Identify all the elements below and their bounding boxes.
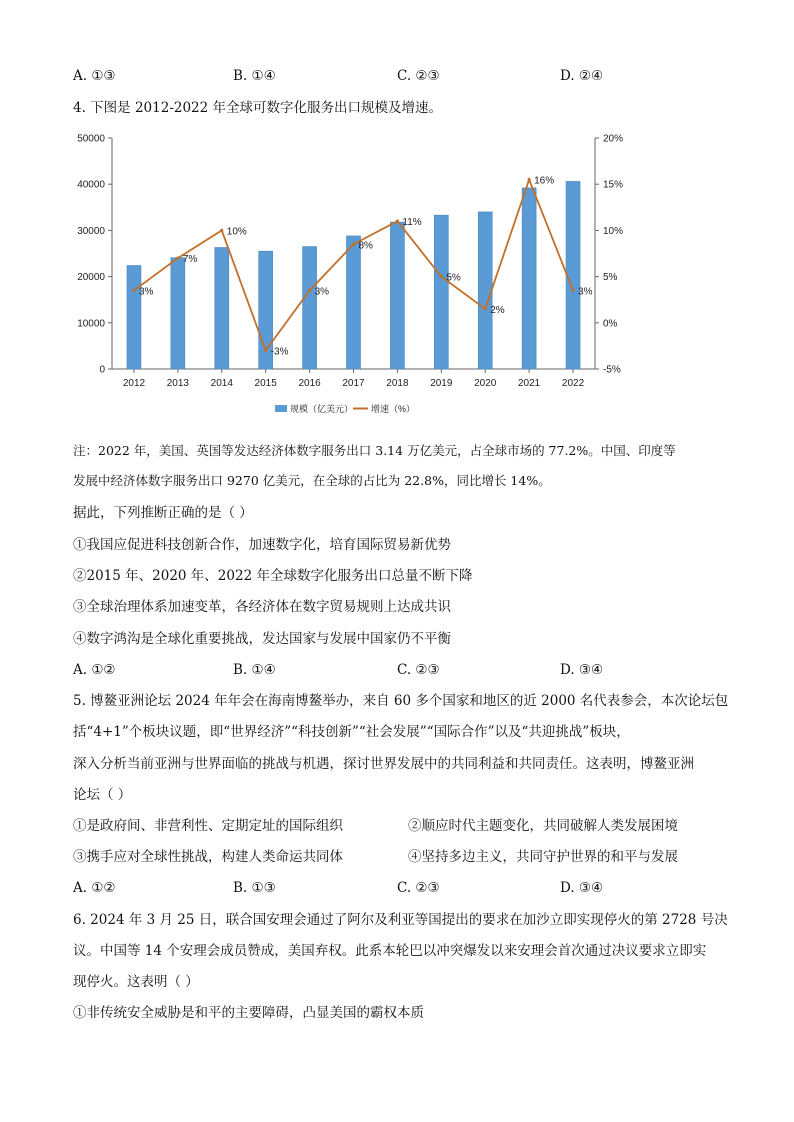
bar (215, 247, 229, 369)
legend-bar-swatch (275, 405, 287, 412)
growth-point (484, 307, 487, 310)
x-tick-label: 2014 (210, 378, 233, 389)
chart-legend (275, 403, 415, 414)
export-chart (70, 126, 640, 421)
x-tick-label: 2021 (518, 378, 541, 389)
q4-note-line-1: 注：2022 年，美国、英国等发达经济体数字服务出口 3.14 万亿美元，占全球市场的 77.2%。中国、印度等 (73, 443, 676, 458)
growth-data-label: 10% (226, 226, 247, 238)
q5-option-c[interactable]: C. ②③ (397, 880, 440, 896)
right-tick-label: 5% (603, 272, 618, 284)
growth-data-label: 7% (182, 254, 198, 266)
bar (303, 247, 317, 369)
left-tick-label: 30000 (77, 225, 105, 237)
q5-statement-3: ③携手应对全球性挑战，构建人类命运共同体 (73, 849, 343, 865)
bar (390, 222, 404, 369)
q5-statement-1: ①是政府间、非营利性、定期定址的国际组织 (73, 818, 343, 834)
growth-point (571, 289, 574, 292)
left-tick-label: 50000 (77, 133, 105, 145)
q6-stem-line-2: 议。中国等 14 个安理会成员赞成，美国弃权。此系本轮巴以冲突爆发以来安理会首次通过决议要求立即实 (73, 943, 707, 959)
chart-bars (127, 181, 580, 369)
q5-statement-4: ④坚持多边主义，共同守护世界的和平与发展 (408, 849, 678, 865)
bar (171, 258, 185, 369)
q3-option-a[interactable]: A. ①③ (73, 68, 116, 84)
left-tick-label: 40000 (77, 179, 105, 191)
growth-point (352, 243, 355, 246)
x-tick-label: 2012 (122, 378, 146, 389)
q6-stem-line-1: 6. 2024 年 3 月 25 日，联合国安理会通过了阿尔及利亚等国提出的要求在加沙立即实现停火的第 2728 号决 (73, 912, 728, 928)
x-tick-label: 2020 (474, 378, 497, 389)
x-tick-label: 2015 (254, 378, 277, 389)
growth-data-label: 3% (578, 286, 593, 298)
q4-stem: 4. 下图是 2012-2022 年全球可数字化服务出口规模及增速。 (73, 100, 443, 116)
growth-data-label: 11% (402, 217, 422, 229)
q4-statement-2: ②2015 年、2020 年、2022 年全球数字化服务出口总量不断下降 (73, 568, 473, 584)
q5-statement-2: ②顺应时代主题变化，共同破解人类发展困境 (408, 818, 678, 834)
q6-statement-1: ①非传统安全威胁是和平的主要障碍，凸显美国的霸权本质 (73, 1005, 424, 1021)
growth-data-label: 2% (490, 304, 505, 316)
q4-prompt: 据此，下列推断正确的是（ ） (73, 505, 253, 521)
growth-data-label: 3% (314, 286, 330, 298)
right-tick-label: 15% (603, 179, 624, 191)
q5-stem-line-3: 深入分析当前亚洲与世界面临的挑战与机遇，探讨世界发展中的共同利益和共同责任。这表明，博鳌亚洲 (73, 756, 694, 772)
q4-option-c[interactable]: C. ②③ (397, 662, 440, 678)
growth-point (308, 289, 311, 292)
q4-option-b[interactable]: B. ①④ (233, 662, 276, 678)
q5-stem-line-4: 论坛（ ） (73, 787, 132, 803)
growth-point (176, 257, 179, 260)
bar (478, 212, 492, 369)
growth-point (396, 220, 399, 223)
bar (434, 215, 448, 369)
x-tick-label: 2019 (430, 378, 453, 389)
q4-option-a[interactable]: A. ①② (73, 662, 116, 678)
right-tick-label: -5% (603, 364, 621, 376)
left-tick-label: 0 (99, 364, 105, 376)
growth-data-label: 16% (534, 175, 555, 187)
x-tick-label: 2016 (298, 378, 321, 389)
growth-point (264, 349, 267, 352)
q5-option-b[interactable]: B. ①③ (233, 880, 276, 896)
legend-line-label: 增速（%） (371, 404, 416, 414)
q4-statement-1: ①我国应促进科技创新合作，加速数字化，培育国际贸易新优势 (73, 537, 451, 553)
growth-point (528, 178, 531, 181)
bar (522, 188, 536, 369)
legend-bar-label: 规模（亿美元） (290, 404, 354, 414)
growth-point (132, 289, 135, 292)
x-tick-label: 2022 (561, 378, 585, 389)
growth-point (220, 229, 223, 232)
q4-statement-4: ④数字鸿沟是全球化重要挑战，发达国家与发展中国家仍不平衡 (73, 631, 451, 647)
q4-note-line-2: 发展中经济体数字服务出口 9270 亿美元，在全球的占比为 22.8%，同比增长 14%。 (73, 473, 551, 488)
growth-data-label: 5% (446, 272, 461, 284)
growth-data-label: -3% (270, 346, 289, 358)
x-tick-label: 2013 (166, 378, 189, 389)
growth-data-label: 3% (138, 286, 154, 298)
q5-stem-line-2: 括“4+1”个板块议题，即“世界经济”“科技创新”“社会发展”“国际合作”以及“共迎挑战”板块， (73, 724, 630, 740)
right-tick-label: 20% (603, 133, 624, 145)
q5-stem-line-1: 5. 博鳌亚洲论坛 2024 年年会在海南博鳌举办，来自 60 多个国家和地区的近 2000 名代表参会，本次论坛包 (73, 693, 729, 709)
x-tick-label: 2017 (342, 378, 365, 389)
x-tick-label: 2018 (386, 378, 409, 389)
bar (347, 236, 361, 369)
growth-point (440, 275, 443, 278)
q5-option-a[interactable]: A. ①② (73, 880, 116, 896)
q4-statement-3: ③全球治理体系加速变革，各经济体在数字贸易规则上达成共识 (73, 599, 451, 615)
bar (566, 181, 580, 369)
growth-data-label: 8% (358, 240, 373, 252)
left-tick-label: 10000 (77, 318, 105, 330)
q4-option-d[interactable]: D. ③④ (560, 662, 604, 678)
right-tick-label: 0% (603, 318, 618, 330)
right-tick-label: 10% (603, 225, 624, 237)
q3-option-d[interactable]: D. ②④ (560, 68, 604, 84)
q6-stem-line-3: 现停火。这表明（ ） (73, 974, 199, 990)
q3-option-c[interactable]: C. ②③ (397, 68, 440, 84)
q3-option-b[interactable]: B. ①④ (233, 68, 276, 84)
q5-option-d[interactable]: D. ③④ (560, 880, 604, 896)
bar (127, 266, 141, 369)
left-tick-label: 20000 (77, 272, 105, 284)
